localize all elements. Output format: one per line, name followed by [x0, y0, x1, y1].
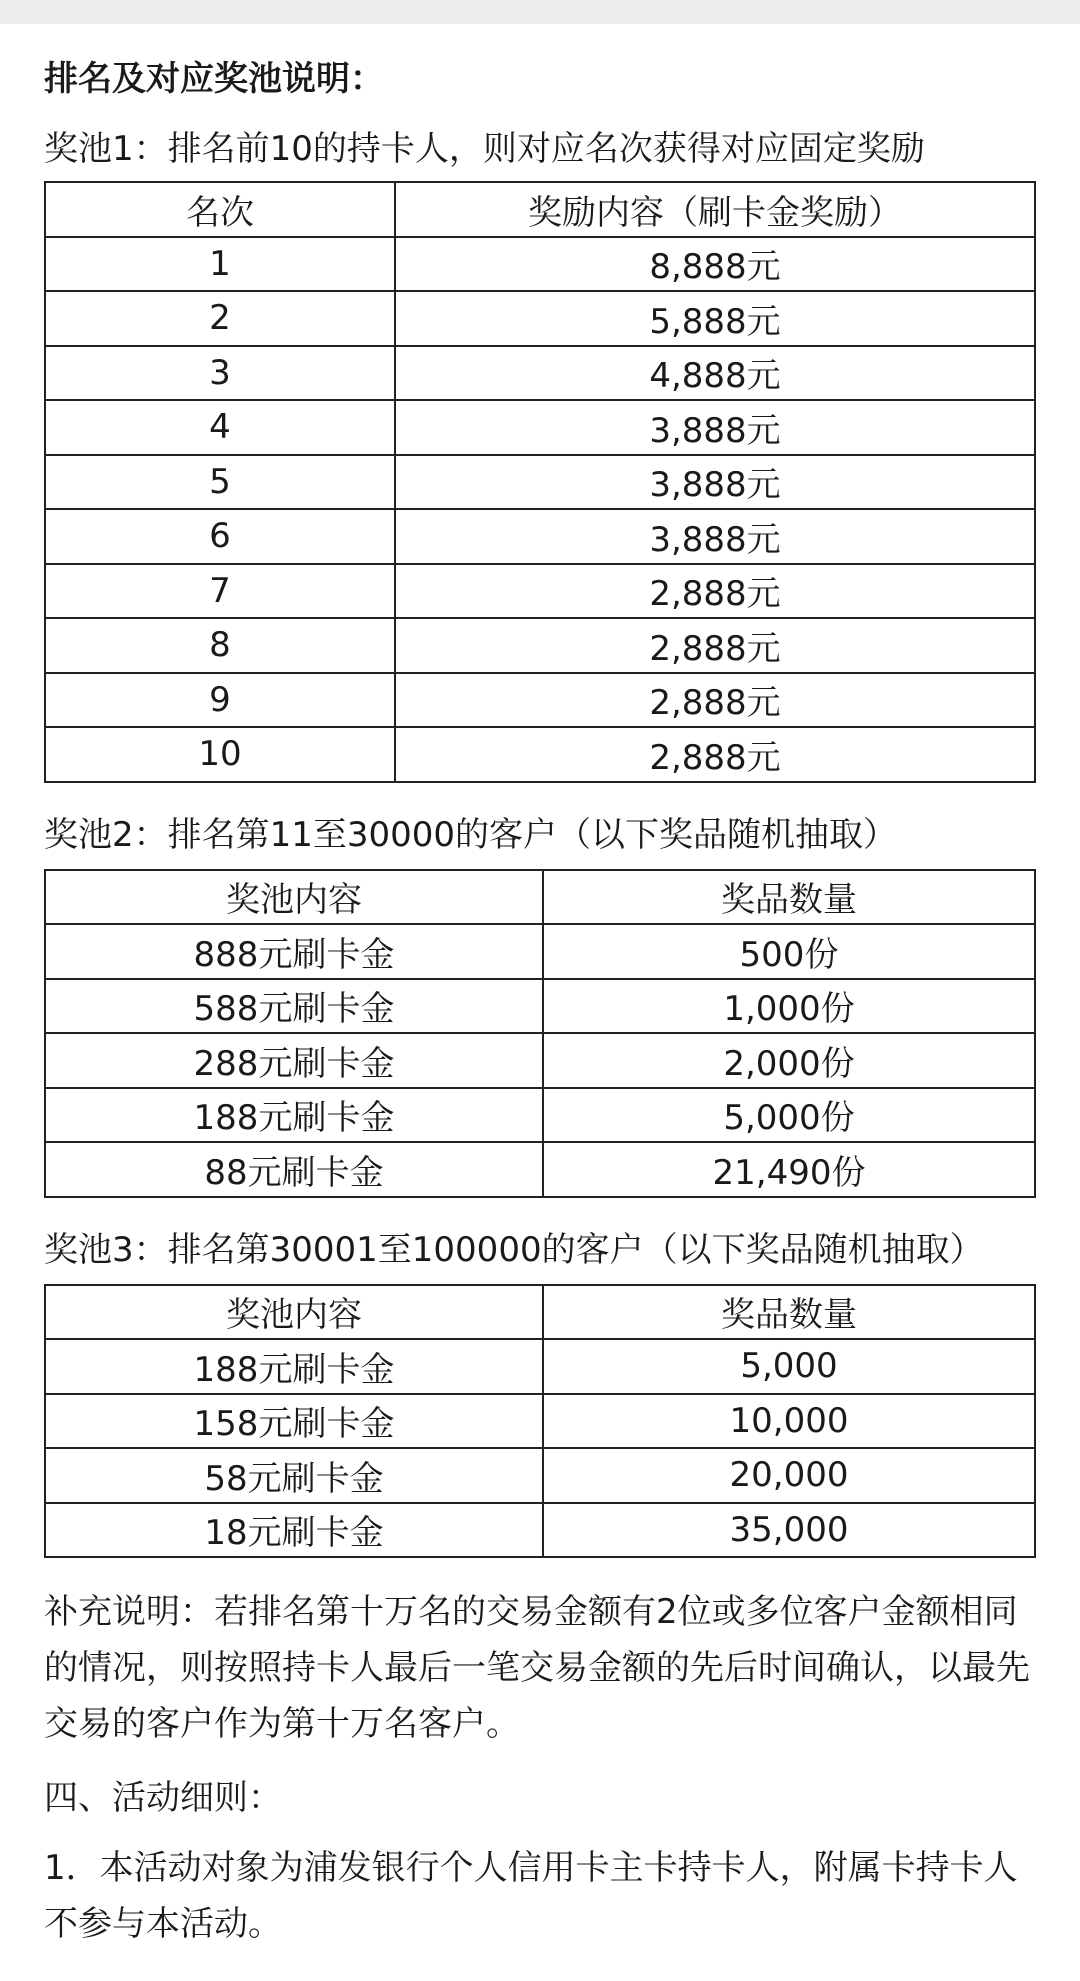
- rank-cell: 8: [45, 618, 395, 673]
- prize-cell: 588元刷卡金: [45, 979, 543, 1034]
- table-row: [45, 400, 1035, 455]
- pool1-title: 奖池1：排名前10的持卡人，则对应名次获得对应固定奖励: [44, 129, 925, 169]
- quantity-cell: 5,000份: [543, 1088, 1035, 1143]
- prize-cell: 188元刷卡金: [45, 1339, 543, 1394]
- document-content: [0, 57, 1080, 1952]
- table-header-row: [45, 870, 1035, 925]
- prize-cell: 158元刷卡金: [45, 1394, 543, 1449]
- table-row: [45, 1088, 1035, 1143]
- prize-cell: 188元刷卡金: [45, 1088, 543, 1143]
- prize-cell: 888元刷卡金: [45, 924, 543, 979]
- table-row: [45, 1339, 1035, 1394]
- pool3-table: [44, 1284, 1036, 1559]
- quantity-cell: 10,000: [543, 1394, 1035, 1449]
- reward-cell: 2,888元: [395, 564, 1035, 619]
- reward-cell: 3,888元: [395, 400, 1035, 455]
- top-bar: [0, 0, 1080, 24]
- rank-cell: 9: [45, 673, 395, 728]
- supplement-paragraph: 补充说明：若排名第十万名的交易金额有2位或多位客户金额相同的情况，则按照持卡人最后一笔交易金额的先后时间确认，以最先交易的客户作为第十万名客户。: [44, 1592, 1030, 1744]
- table-row: [45, 727, 1035, 782]
- prize-cell: 58元刷卡金: [45, 1448, 543, 1503]
- quantity-cell: 21,490份: [543, 1142, 1035, 1197]
- reward-cell: 2,888元: [395, 727, 1035, 782]
- table-row: [45, 455, 1035, 510]
- table-row: [45, 1394, 1035, 1449]
- rank-cell: 6: [45, 509, 395, 564]
- quantity-cell: 5,000: [543, 1339, 1035, 1394]
- table-header-cell: 奖池内容: [45, 1285, 543, 1340]
- prize-cell: 18元刷卡金: [45, 1503, 543, 1558]
- reward-cell: 4,888元: [395, 346, 1035, 401]
- table-row: [45, 237, 1035, 292]
- rank-cell: 4: [45, 400, 395, 455]
- table-header-row: [45, 1285, 1035, 1340]
- table-row: [45, 1033, 1035, 1088]
- rank-cell: 7: [45, 564, 395, 619]
- table-row: [45, 618, 1035, 673]
- reward-cell: 3,888元: [395, 509, 1035, 564]
- section4-title: 四、活动细则：: [44, 1778, 282, 1818]
- quantity-cell: 500份: [543, 924, 1035, 979]
- table-row: [45, 673, 1035, 728]
- table-header-cell: 奖品数量: [543, 1285, 1035, 1340]
- quantity-cell: 1,000份: [543, 979, 1035, 1034]
- table-row: [45, 509, 1035, 564]
- table-header-cell: 奖池内容: [45, 870, 543, 925]
- rank-cell: 1: [45, 237, 395, 292]
- table-row: [45, 291, 1035, 346]
- table-row: [45, 1142, 1035, 1197]
- table-header-cell: 奖品数量: [543, 870, 1035, 925]
- rank-cell: 5: [45, 455, 395, 510]
- prize-cell: 88元刷卡金: [45, 1142, 543, 1197]
- pool3-title: 奖池3：排名第30001至100000的客户（以下奖品随机抽取）: [44, 1229, 984, 1270]
- rule-1-paragraph: 1．本活动对象为浦发银行个人信用卡主卡持卡人，附属卡持卡人不参与本活动。: [44, 1848, 1018, 1944]
- table-row: [45, 1503, 1035, 1558]
- section-heading: 排名及对应奖池说明：: [44, 59, 384, 99]
- rank-cell: 2: [45, 291, 395, 346]
- table-row: [45, 346, 1035, 401]
- quantity-cell: 20,000: [543, 1448, 1035, 1503]
- rank-cell: 3: [45, 346, 395, 401]
- pool2-title: 奖池2：排名第11至30000的客户（以下奖品随机抽取）: [44, 814, 898, 855]
- reward-cell: 8,888元: [395, 237, 1035, 292]
- quantity-cell: 35,000: [543, 1503, 1035, 1558]
- reward-cell: 3,888元: [395, 455, 1035, 510]
- prize-cell: 288元刷卡金: [45, 1033, 543, 1088]
- table-row: [45, 979, 1035, 1034]
- quantity-cell: 2,000份: [543, 1033, 1035, 1088]
- rank-cell: 10: [45, 727, 395, 782]
- reward-cell: 5,888元: [395, 291, 1035, 346]
- reward-cell: 2,888元: [395, 618, 1035, 673]
- pool2-table: [44, 869, 1036, 1198]
- pool1-table: [44, 181, 1036, 783]
- reward-cell: 2,888元: [395, 673, 1035, 728]
- table-row: [45, 1448, 1035, 1503]
- table-row: [45, 564, 1035, 619]
- table-header-row: [45, 182, 1035, 237]
- table-header-cell: 名次: [45, 182, 395, 237]
- table-header-cell: 奖励内容（刷卡金奖励）: [395, 182, 1035, 237]
- table-row: [45, 924, 1035, 979]
